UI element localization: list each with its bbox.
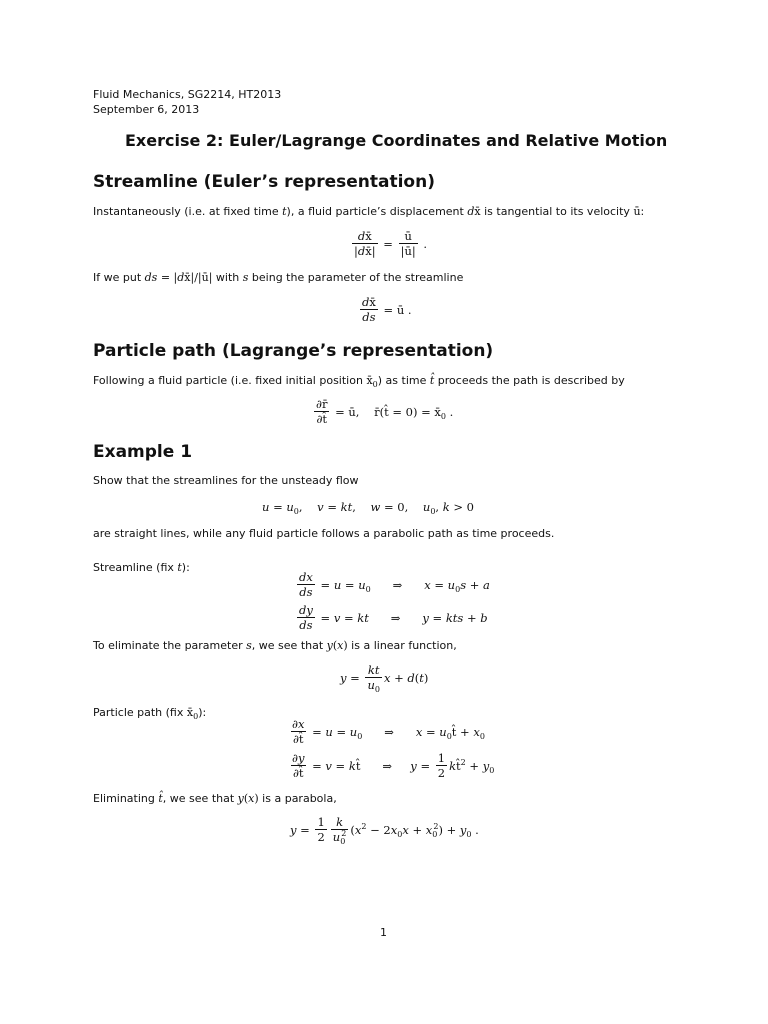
course-line: Fluid Mechanics, SG2214, HT2013 [93, 88, 282, 101]
equation-streamline: $\frac{dx̄}{ds}$ = ū . [362, 295, 412, 324]
streamline-paragraph-2: If we put ds = |dx̄|/|ū| with s being the parameter of the streamline [93, 271, 464, 284]
page-number: 1 [380, 926, 387, 939]
example-paragraph-1: Show that the streamlines for the unsteady flow [93, 474, 359, 487]
equation-particle-path: $\frac{\partial r̄}{\partial t̂}$ = ū, r̄(t̂ = $0) = x̄_0$ . [316, 397, 454, 426]
exercise-title: Exercise 2: Euler/Lagrange Coordinates and Relative Motion [125, 131, 668, 150]
equation-linear: y = $\frac{kt}{u_0}$ x + d(t) [340, 663, 429, 694]
equation-parabola: y = $\frac{1}{2}$ $\frac{k}{u_0^2}$ $(x^2 - 2x_0x + x_0^2) + y_0$ . [290, 815, 479, 846]
equation-streamline-x: $\frac{dx}{ds}$ = $u = u_0$ ⇒ $x = u_0s + a$ [299, 570, 490, 599]
date-line: September 6, 2013 [93, 103, 200, 116]
eliminating-t-paragraph: Eliminating t̂, we see that y(x) is a parabola, [93, 792, 337, 805]
streamline-fix-t: Streamline (fix t): [93, 561, 190, 574]
eliminate-parameter-paragraph: To eliminate the parameter s, we see that y(x) is a linear function, [93, 639, 457, 652]
particle-path-paragraph: Following a fluid particle (i.e. fixed initial position $x̄_0$) as time t̂ proceeds the path is described by [93, 374, 625, 389]
equation-path-y: $\frac{\partial y}{\partial t̂}$ = v = kt̂ ⇒ y = $\frac{1}{2}$ kt̂$^2$ + $y_0$ [292, 751, 495, 780]
section-heading-streamline: Streamline (Euler’s representation) [93, 172, 435, 192]
section-heading-particle-path: Particle path (Lagrange’s representation) [93, 341, 494, 361]
equation-flow-field: $u = u_0$, v = kt, w = 0, $u_0$, k > 0 [262, 500, 474, 516]
section-heading-example-1: Example 1 [93, 442, 193, 462]
streamline-paragraph-1: Instantaneously (i.e. at fixed time t), a fluid particle’s displacement dx̄ is tangential to its velocity ū: [93, 205, 645, 218]
particle-path-fix-x0: Particle path (fix $x̄_0$): [93, 706, 207, 721]
equation-streamline-y: $\frac{dy}{ds}$ = v = kt ⇒ y = kts + b [299, 603, 488, 632]
equation-path-x: $\frac{\partial x}{\partial t̂}$ = $u = u_0$ ⇒ $x = u_0t̂ + x_0$ [292, 717, 485, 746]
equation-tangent: $\frac{dx̄}{|dx̄|}$ = $\frac{ū}{|ū|}$ . [354, 229, 428, 258]
example-paragraph-2: are straight lines, while any fluid particle follows a parabolic path as time proceeds. [93, 527, 555, 540]
